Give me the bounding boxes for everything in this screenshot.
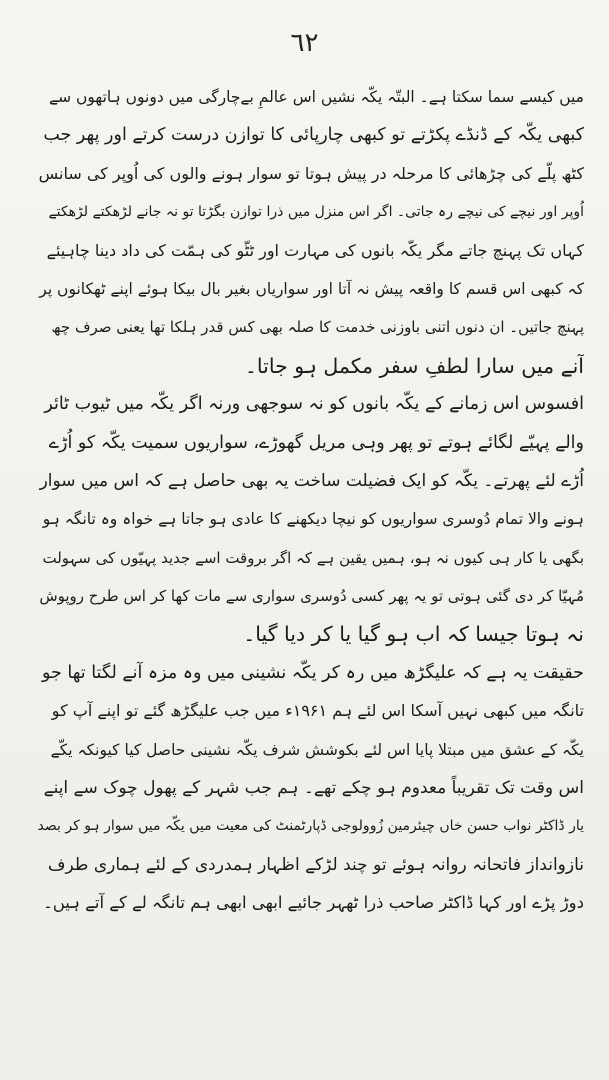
text-line: کبھی یکّہ کے ڈنڈے پکڑتے تو کبھی چارپائی کا توازن درست کرتے اور پھر جب (43, 125, 584, 146)
paragraph-start-line: افسوس اس زمانے کے یکّہ بانوں کو نہ سوجھی ورنہ اگر یکّہ میں ٹیوب ٹائر (44, 394, 584, 415)
text-line: پہنچ جاتیں۔ ان دنوں اتنی باوزنی خدمت کا صلہ بھی کس قدر ہلکا تھا یعنی صرف چھ (51, 318, 584, 337)
text-line: بگھی یا کار ہی کیوں نہ ہو، ہمیں یقین ہے کہ اگر بروقت اسے جدید پہیّوں کی سہولت (42, 548, 584, 567)
text-line: اُوپر اور نیچے کی نیچے رہ جاتی۔ اگر اس منزل میں ذرا توازن بگڑتا تو نہ جانے لڑھکتے لڑھکتے (48, 204, 584, 221)
text-line: اس وقت تک تقریباً معدوم ہو چکے تھے۔ ہم جب شہر کے پھول چوک سے اپنے (43, 778, 584, 799)
paragraph-start-line: حقیقت یہ ہے کہ علیگڑھ میں رہ کر یکّہ نشینی میں وہ مزہ آنے لگتا تھا جو (41, 662, 584, 683)
text-line: اُڑے لئے پھرتے۔ یکّہ کو ایک فضیلت ساخت یہ بھی حاصل ہے کہ اس میں سوار (39, 470, 584, 491)
page-number: ٦٢ (290, 28, 319, 58)
text-line: کہ کبھی اس قسم کا واقعہ پیش نہ آتا اور سواریاں بغیر بال بیکا ہوئے اپنے ٹھکانوں پر (39, 279, 584, 298)
text-line: مُہیّا کر دی گئی ہوتی تو یہ پھر کسی دُوسری سواری سے مات کھا کر اس طرح روپوش (39, 587, 584, 606)
text-line: ہونے والا تمام دُوسری سواریوں کو نیچا دیکھنے کا عادی ہو جاتا ہے خواہ وہ تانگہ ہو (42, 510, 584, 529)
text-line: یار ڈاکٹر نواب حسن خاں چیئرمین زُوولوجی ڈپارٹمنٹ کی معیت میں یکّہ میں سوار ہو کر بصد (37, 818, 584, 835)
text-line: میں کیسے سما سکتا ہے۔ البتّہ یکّہ نشیں اس عالمِ بےچارگی میں دونوں ہاتھوں سے (49, 88, 584, 106)
text-line: تانگہ میں کبھی نہیں آسکا اس لئے ہم ۱۹۶۱ء میں جب علیگڑھ گئے تو اپنے آپ کو (51, 701, 584, 721)
text-line: دوڑ پڑے اور کہا ڈاکٹر صاحب ذرا ٹھہر جائیے ابھی ابھی ہم تانگہ لے کے آتے ہیں۔ (43, 893, 584, 913)
text-line: کہاں تک پہنچ جاتے مگر یکّہ بانوں کی مہارت اور ٹٹّو کی ہمّت کی داد دینا چاہیئے (46, 240, 584, 260)
paragraph-end-line: آنے میں سارا لطفِ سفر مکمل ہو جاتا۔ (244, 353, 584, 378)
text-line: کٹھ پلّے کی چڑھائی کا مرحلہ در پیش ہوتا تو سوار ہونے والوں کی اُوپر کی سانس (38, 163, 584, 183)
paragraph-end-line: نہ ہوتا جیسا کہ اب ہو گیا یا کر دیا گیا۔ (243, 622, 584, 647)
text-line: نازوانداز فاتحانہ روانہ ہوئے تو چند لڑکے اظہار ہمدردی کے لئے ہماری طرف (47, 854, 584, 875)
page-body-text (36, 78, 584, 923)
text-line: والے پہیّے لگائے ہوتے تو پھر وہی مریل گھوڑے، سواریوں سمیت یکّہ کو اُڑے (48, 432, 584, 453)
text-line: یکّہ کے عشق میں مبتلا پایا اس لئے بکوشش شرف یکّہ نشینی حاصل کیا کیونکہ یکّے (50, 740, 584, 759)
